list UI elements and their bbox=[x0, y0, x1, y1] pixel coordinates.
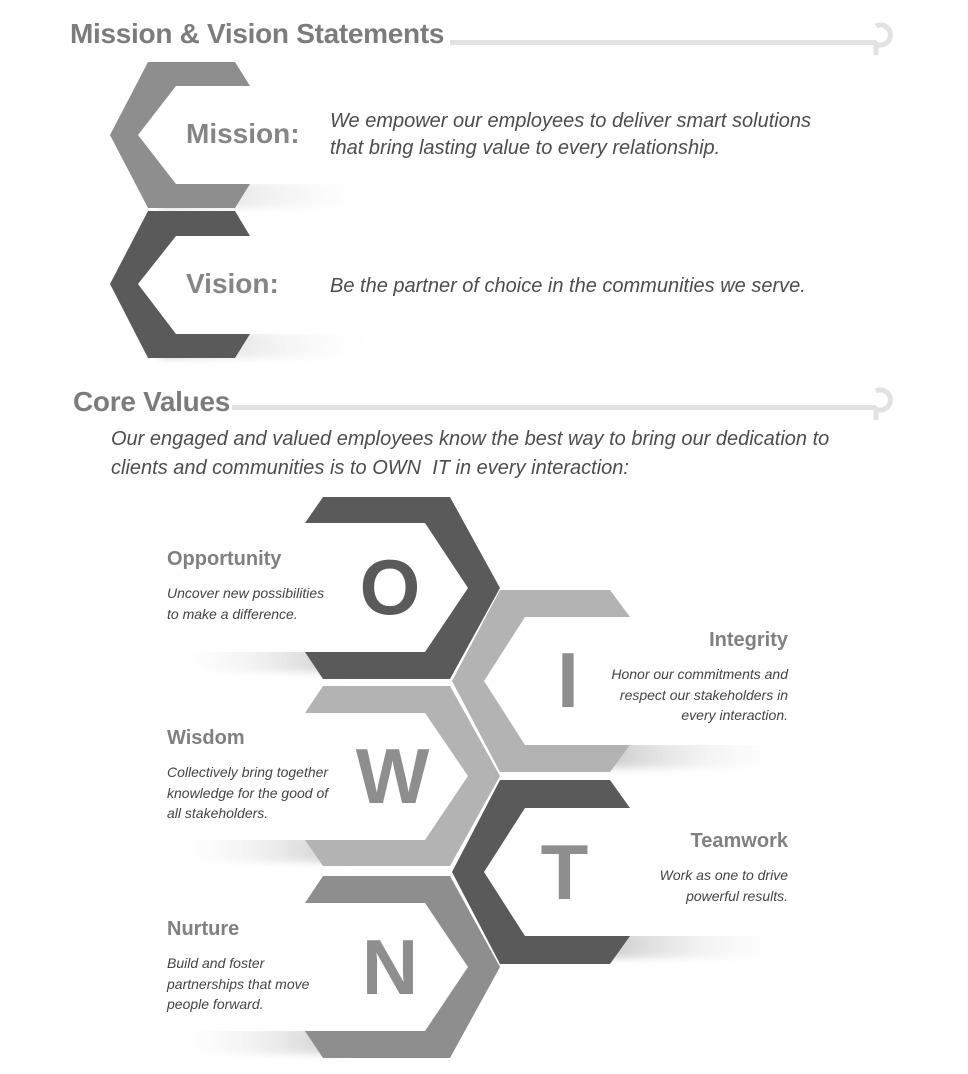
desc-line: people forward. bbox=[167, 996, 264, 1012]
mission-line-1: We empower our employees to deliver smart solutions bbox=[330, 110, 811, 132]
mission-line-2: that bring lasting value to every relationship. bbox=[330, 137, 721, 159]
desc-line: all stakeholders. bbox=[167, 805, 269, 821]
vision-label: Vision: bbox=[186, 268, 279, 299]
opportunity-title: Opportunity bbox=[167, 548, 282, 570]
wisdom-description bbox=[167, 762, 357, 824]
integrity-description bbox=[580, 664, 788, 726]
letter-t: T bbox=[540, 828, 589, 916]
mission-statement bbox=[330, 108, 830, 162]
mission-label: Mission: bbox=[186, 118, 300, 149]
intro-line-1: Our engaged and valued employees know the best way to bring our dedication to bbox=[111, 428, 830, 450]
teamwork-description bbox=[600, 865, 788, 906]
letter-o: O bbox=[359, 543, 421, 631]
intro-line-2: clients and communities is to OWN IT in every interaction: bbox=[111, 457, 629, 479]
mission-vision-title: Mission & Vision Statements bbox=[70, 18, 445, 49]
desc-line: Build and foster bbox=[167, 955, 265, 971]
desc-line: powerful results. bbox=[686, 887, 788, 904]
nurture-description bbox=[167, 953, 357, 1015]
letter-n: N bbox=[361, 923, 419, 1011]
letter-w: W bbox=[355, 732, 430, 820]
opportunity-description bbox=[167, 583, 357, 624]
desc-line: Honor our commitments and bbox=[611, 666, 788, 682]
core-values-intro bbox=[111, 425, 851, 483]
desc-line: respect our stakeholders in bbox=[619, 686, 788, 703]
letter-i: I bbox=[557, 636, 579, 724]
core-values-title-rule bbox=[232, 390, 890, 420]
desc-line: every interaction. bbox=[681, 707, 788, 723]
vision-statement: Be the partner of choice in the communities we serve. bbox=[330, 275, 806, 297]
teamwork-title: Teamwork bbox=[690, 830, 788, 852]
mission-vision-title-rule bbox=[450, 25, 890, 55]
desc-line: knowledge for the good of bbox=[167, 784, 329, 801]
core-values-title: Core Values bbox=[73, 386, 231, 417]
integrity-title: Integrity bbox=[709, 629, 788, 651]
desc-line: partnerships that move bbox=[167, 975, 310, 992]
nurture-title: Nurture bbox=[167, 918, 240, 940]
desc-line: Work as one to drive bbox=[659, 867, 788, 883]
desc-line: to make a difference. bbox=[167, 605, 298, 622]
desc-line: Uncover new possibilities bbox=[167, 585, 325, 601]
wisdom-title: Wisdom bbox=[167, 727, 245, 749]
desc-line: Collectively bring together bbox=[167, 764, 329, 780]
